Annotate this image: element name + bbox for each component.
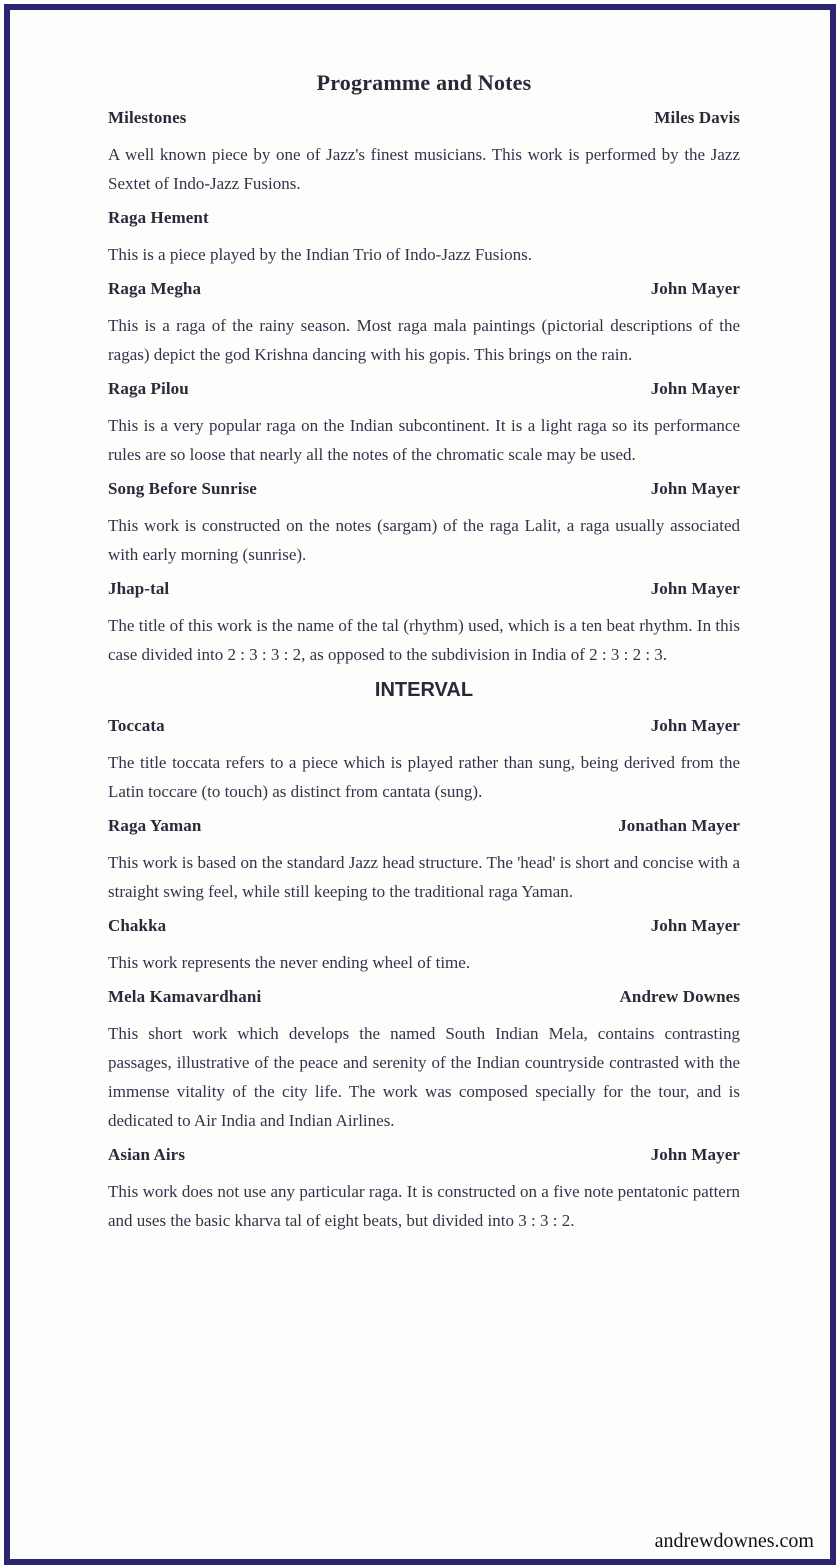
piece-note: This work is based on the standard Jazz head structure. The 'head' is short and concise with a straight swing feel, while still keeping to the traditional raga Yaman. [108,853,740,901]
piece-composer: John Mayer [650,479,740,498]
programme-part-2 [108,716,740,1235]
programme-item-header [108,208,740,228]
piece-composer: John Mayer [650,279,740,298]
piece-note: This work does not use any particular raga. It is constructed on a five note pentatonic pattern and uses the basic kharva tal of eight beats, but divided into 3 : 3 : 2. [108,1182,740,1230]
page-title: Programme and Notes [316,70,532,95]
piece-title: Raga Pilou [108,379,189,398]
piece-composer: Jonathan Mayer [618,816,740,835]
piece-composer: Andrew Downes [619,987,740,1006]
programme-item-header [108,108,740,128]
piece-note: The title toccata refers to a piece which is played rather than sung, being derived from the Latin toccare (to touch) as distinct from cantata (sung). [108,753,740,801]
programme-item-header [108,279,740,299]
programme-item [108,108,740,198]
piece-title: Jhap-tal [108,579,170,598]
piece-note: This is a piece played by the Indian Trio of Indo-Jazz Fusions. [108,245,532,264]
programme-item [108,579,740,669]
programme-item-header [108,1145,740,1165]
programme-item [108,716,740,806]
piece-composer: John Mayer [650,579,740,598]
piece-composer: Miles Davis [654,108,740,127]
programme-item-header [108,716,740,736]
programme-part-1 [108,108,740,669]
programme-item-header [108,579,740,599]
programme-item [108,1145,740,1235]
piece-title: Raga Yaman [108,816,202,835]
programme-item [108,208,740,269]
piece-note: This is a very popular raga on the Indian subcontinent. It is a light raga so its performance rules are so loose that nearly all the notes of the chromatic scale may be used. [108,416,740,464]
programme-item [108,816,740,906]
programme-item-header [108,987,740,1007]
piece-title: Raga Hement [108,208,209,227]
piece-note: The title of this work is the name of the tal (rhythm) used, which is a ten beat rhythm. In this case divided into 2 : 3 : 3 : 2, as opposed to the subdivision in India of 2 : 3 : 2 : 3. [108,616,740,664]
piece-title: Song Before Sunrise [108,479,257,498]
piece-composer: John Mayer [650,716,740,735]
programme-frame [4,4,836,1565]
piece-title: Toccata [108,716,165,735]
piece-title: Raga Megha [108,279,202,298]
piece-composer: John Mayer [650,1145,740,1164]
piece-composer: John Mayer [650,916,740,935]
piece-note: This work represents the never ending wheel of time. [108,953,471,972]
piece-note: This is a raga of the rainy season. Most raga mala paintings (pictorial descriptions of the ragas) depict the god Krishna dancing with his gopis. This brings on the rain. [108,316,740,364]
piece-title: Asian Airs [108,1145,186,1164]
piece-note: This short work which develops the named South Indian Mela, contains contrasting passages, illustrative of the peace and serenity of the Indian countryside contrasted with the immense vitality of the city life. The work was composed specially for the tour, and is dedicated to Air India and Indian Airlines. [108,1024,740,1130]
interval-heading: INTERVAL [374,679,474,701]
website-footer: andrewdownes.com [654,1530,814,1552]
piece-note: A well known piece by one of Jazz's finest musicians. This work is performed by the Jazz Sextet of Indo-Jazz Fusions. [108,145,740,193]
programme-item [108,916,740,977]
piece-title: Milestones [108,108,187,127]
programme-item-header [108,479,740,499]
programme-item [108,987,740,1135]
programme-item-header [108,816,740,836]
programme-item [108,479,740,569]
piece-title: Chakka [108,916,167,935]
programme-item [108,279,740,369]
programme-item [108,379,740,469]
piece-composer: John Mayer [650,379,740,398]
programme-item-header [108,379,740,399]
programme-page [108,70,740,1245]
piece-title: Mela Kamavardhani [108,987,262,1006]
programme-item-header [108,916,740,936]
piece-note: This work is constructed on the notes (sargam) of the raga Lalit, a raga usually associated with early morning (sunrise). [108,516,740,564]
